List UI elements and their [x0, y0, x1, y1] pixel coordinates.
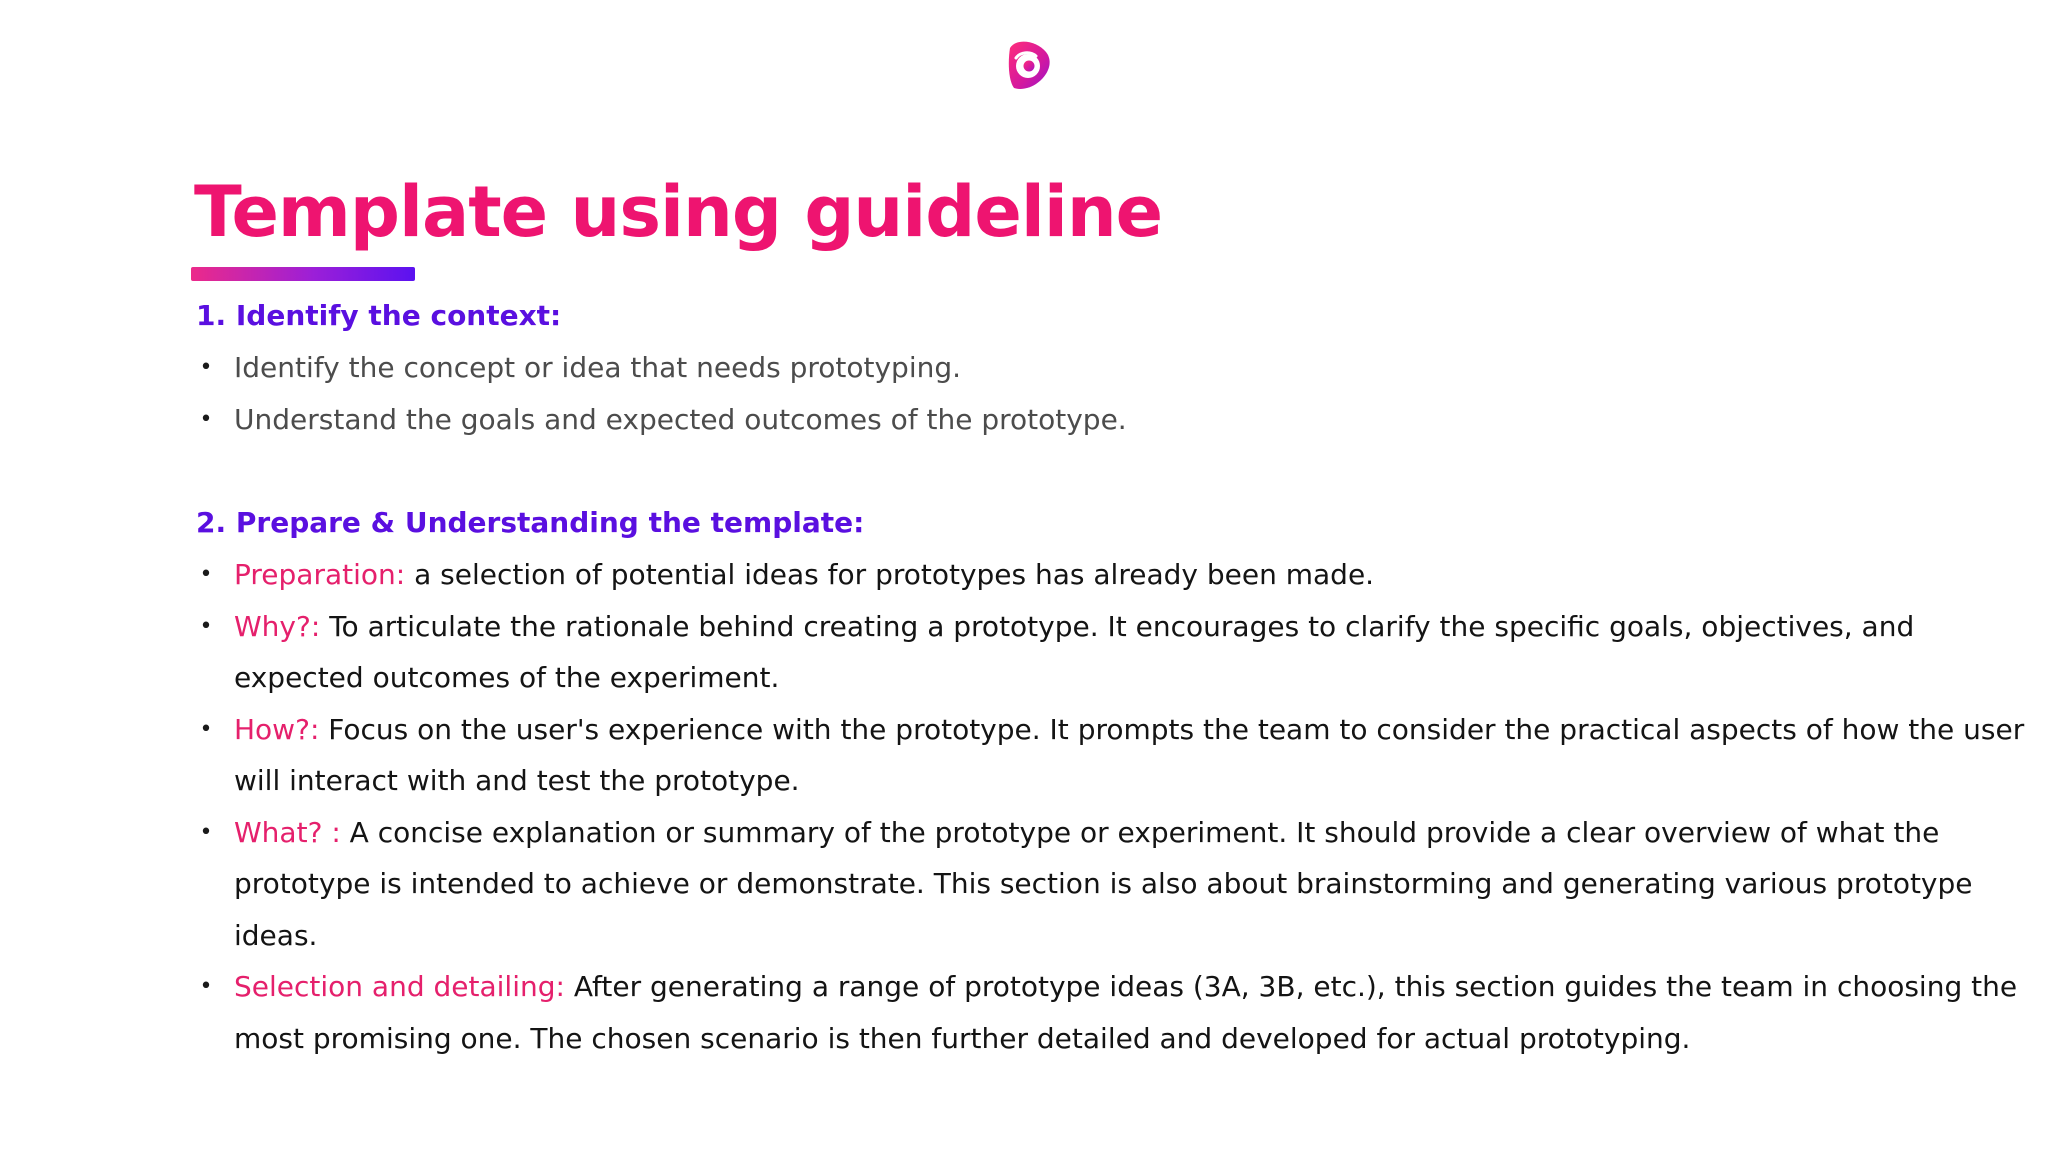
bullet-icon: •: [199, 819, 213, 845]
bullet-icon: •: [199, 355, 213, 380]
bullet-text: Focus on the user's experience with the prototype. It prompts the team to consider the practical aspects of how the user will interact with and test the prototype.: [234, 712, 2025, 797]
bullet-text: A concise explanation or summary of the prototype or experiment. It should provide a clear overview of what the prototype is intended to achieve or demonstrate. This section is also about brainstorming and generating various prototype ideas.: [234, 815, 1973, 952]
list-item-why: [196, 601, 2036, 704]
bullet-lead-how: How?:: [234, 712, 320, 746]
section-heading-identify-context: 1. Identify the context:: [196, 299, 562, 332]
bullet-text: To articulate the rationale behind creating a prototype. It encourages to clarify the specific goals, objectives, and expected outcomes of the experiment.: [234, 609, 1915, 694]
swirl-logo-icon: [1002, 38, 1054, 92]
title-underline-bar: [191, 267, 415, 281]
bullet-lead-what: What? :: [234, 815, 341, 849]
bullet-lead-why: Why?:: [234, 609, 321, 643]
bullet-text: Understand the goals and expected outcomes of the prototype.: [234, 402, 1127, 436]
bullet-icon: •: [199, 613, 213, 639]
context-bullet-list: [196, 342, 2036, 445]
section-heading-prepare-template: 2. Prepare & Understanding the template:: [196, 506, 865, 539]
brand-logo-icon: [1002, 38, 1054, 92]
list-item-what: [196, 807, 2036, 962]
list-item-selection: [196, 961, 2036, 1064]
list-item: [196, 342, 2036, 394]
template-bullet-list: [196, 549, 2036, 1064]
section-spacer: [196, 445, 2036, 497]
bullet-lead-selection: Selection and detailing:: [234, 970, 565, 1003]
bullet-icon: •: [199, 562, 213, 587]
bullet-lead-preparation: Preparation:: [234, 558, 406, 591]
page-title: Template using guideline: [194, 171, 1163, 253]
bullet-text: After generating a range of prototype ideas (3A, 3B, etc.), this section guides the team in choosing the most promising one. The chosen scenario is then further detailed and developed for actual prototyping.: [234, 970, 2018, 1055]
bullet-text: Identify the concept or idea that needs prototyping.: [234, 351, 962, 384]
bullet-icon: •: [199, 716, 213, 742]
list-item-preparation: [196, 549, 2036, 601]
bullet-icon: •: [199, 406, 213, 432]
bullet-icon: •: [199, 974, 213, 999]
list-item-how: [196, 704, 2036, 807]
bullet-text: a selection of potential ideas for prototypes has already been made.: [405, 558, 1375, 591]
content-area: [196, 290, 2036, 1064]
list-item: [196, 394, 2036, 446]
